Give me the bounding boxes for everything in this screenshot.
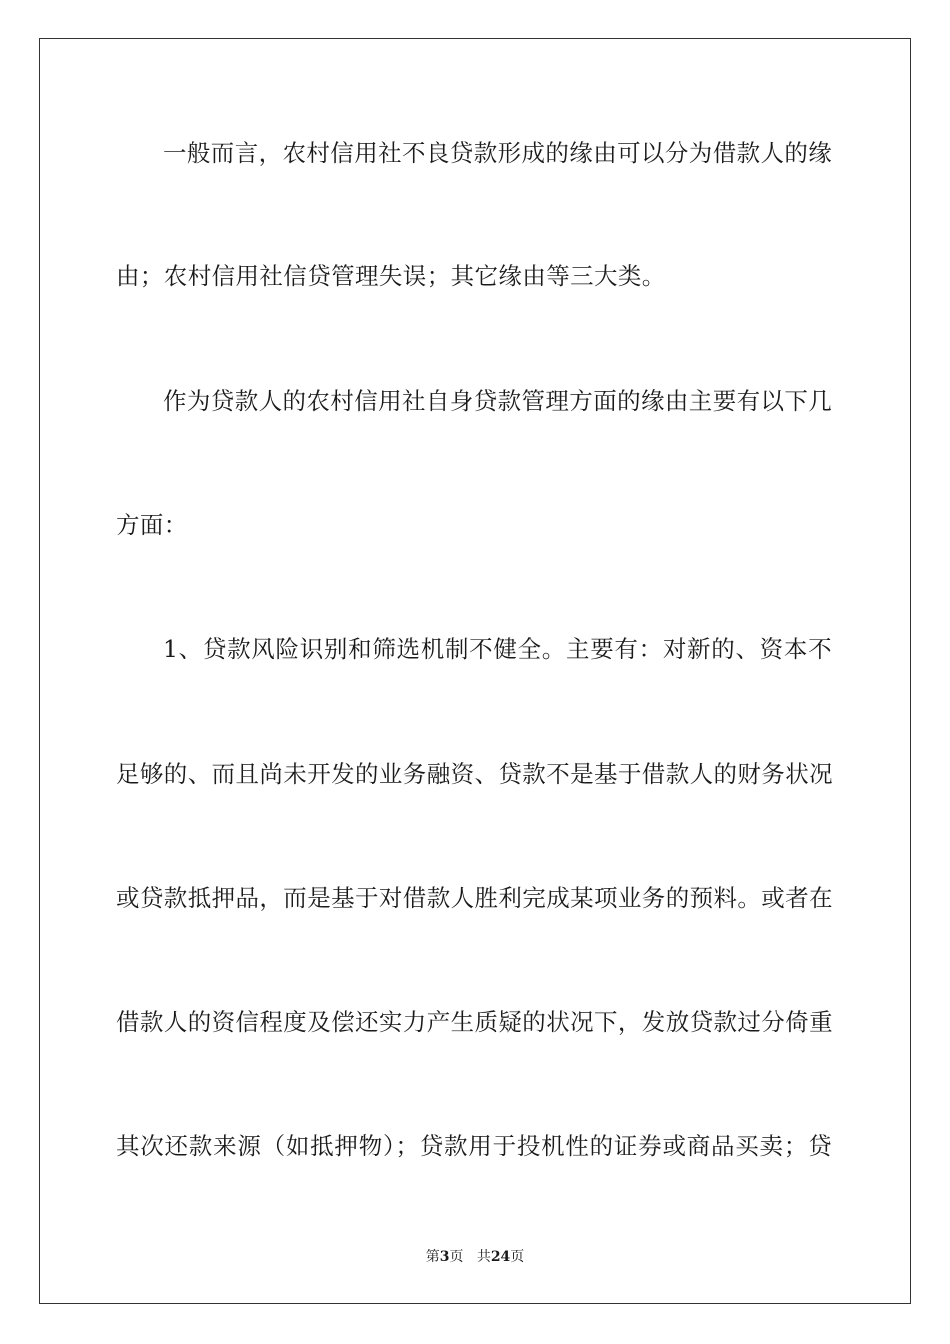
footer-page-suffix: 页 (449, 1249, 464, 1265)
footer-page-number: 3 (439, 1249, 450, 1265)
paragraph-3-line-4: 借款人的资信程度及偿还实力产生质疑的状况下，发放贷款过分倚重 (116, 1008, 833, 1036)
paragraph-1-line-1: 一般而言，农村信用社不良贷款形成的缘由可以分为借款人的缘 (163, 139, 833, 167)
footer-total-pages: 24 (490, 1249, 511, 1265)
footer-total-suffix: 页 (510, 1249, 525, 1265)
paragraph-3-line-5: 其次还款来源（如抵押物）；贷款用于投机性的证券或商品买卖；贷 (116, 1132, 832, 1160)
page-border (39, 38, 911, 1304)
paragraph-2-line-2: 方面： (116, 511, 188, 539)
paragraph-3-line-1: 1、贷款风险识别和筛选机制不健全。主要有：对新的、资本不 (163, 635, 832, 663)
paragraph-1-line-2: 由；农村信用社信贷管理失误；其它缘由等三大类。 (116, 262, 666, 290)
page-footer (0, 1248, 950, 1266)
paragraph-3-line-3: 或贷款抵押品，而是基于对借款人胜利完成某项业务的预料。或者在 (116, 884, 833, 912)
footer-total-prefix: 共 (476, 1249, 491, 1265)
paragraph-2-line-1: 作为贷款人的农村信用社自身贷款管理方面的缘由主要有以下几 (163, 387, 833, 415)
footer-page-prefix: 第 (425, 1249, 440, 1265)
paragraph-3-line-2: 足够的、而且尚未开发的业务融资、贷款不是基于借款人的财务状况 (116, 760, 833, 788)
